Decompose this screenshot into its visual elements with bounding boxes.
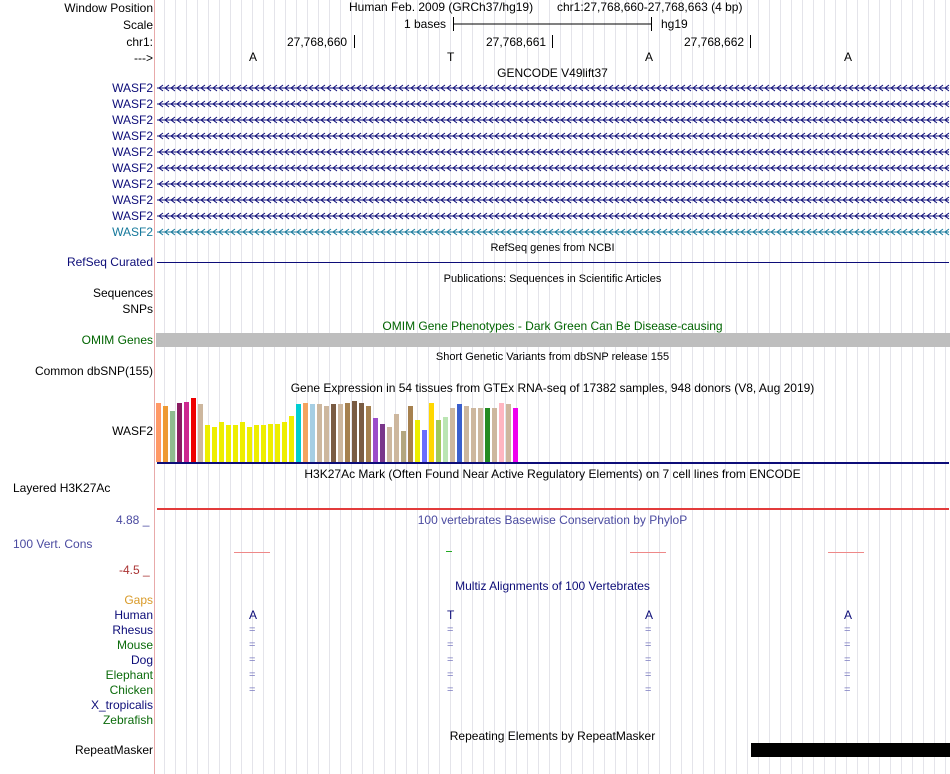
dbsnp-title: Short Genetic Variants from dbSNP release 155 bbox=[435, 351, 670, 363]
gtex-tissue-bar[interactable] bbox=[324, 406, 329, 462]
gencode-gene-label[interactable]: WASF2 bbox=[112, 161, 153, 175]
gtex-tissue-bar[interactable] bbox=[478, 408, 483, 462]
multiz-species-label[interactable]: Elephant bbox=[105, 668, 153, 682]
gtex-tissue-bar[interactable] bbox=[226, 425, 231, 462]
chrom-label: chr1: bbox=[126, 35, 153, 49]
gtex-tissue-bar[interactable] bbox=[359, 403, 364, 462]
gtex-tissue-bar[interactable] bbox=[366, 406, 371, 462]
gencode-gene-label[interactable]: WASF2 bbox=[112, 177, 153, 191]
multiz-species-label[interactable]: X_tropicalis bbox=[90, 698, 153, 712]
gtex-tissue-bar[interactable] bbox=[408, 406, 413, 462]
multiz-base: T bbox=[447, 608, 455, 622]
phylop-mark-4 bbox=[828, 552, 864, 553]
gencode-gene-label[interactable]: WASF2 bbox=[112, 129, 153, 143]
gtex-tissue-bar[interactable] bbox=[401, 431, 406, 462]
gtex-tissue-bar[interactable] bbox=[191, 398, 196, 462]
gtex-tissue-bar[interactable] bbox=[387, 427, 392, 462]
position-range[interactable]: chr1:27,768,660-27,768,663 (4 bp) bbox=[557, 0, 743, 14]
multiz-base: = bbox=[844, 624, 851, 636]
phylop-mark-1 bbox=[234, 552, 270, 553]
gtex-tissue-bar[interactable] bbox=[492, 408, 497, 462]
coord-tick-2 bbox=[552, 35, 553, 48]
scale-label: Scale bbox=[122, 18, 153, 32]
multiz-base: = bbox=[645, 639, 652, 651]
coord-tick-3 bbox=[750, 35, 751, 48]
phylop-mark-2 bbox=[446, 551, 452, 552]
gtex-tissue-bar[interactable] bbox=[303, 403, 308, 462]
gencode-transcript[interactable] bbox=[157, 114, 949, 126]
coord-3: 27,768,662 bbox=[684, 35, 745, 49]
gencode-transcript[interactable] bbox=[157, 98, 949, 110]
gtex-tissue-bar[interactable] bbox=[394, 414, 399, 462]
repeatmasker-title: Repeating Elements by RepeatMasker bbox=[449, 729, 656, 743]
base-2: T bbox=[447, 50, 455, 64]
omim-label[interactable]: OMIM Genes bbox=[81, 333, 153, 347]
gtex-tissue-bar[interactable] bbox=[310, 404, 315, 462]
coord-2: 27,768,661 bbox=[486, 35, 547, 49]
base-4: A bbox=[844, 50, 853, 64]
gtex-tissue-bar[interactable] bbox=[205, 425, 210, 462]
multiz-gaps-label[interactable]: Gaps bbox=[124, 593, 153, 607]
publications-title: Publications: Sequences in Scientific Articles bbox=[443, 273, 662, 285]
gencode-transcript[interactable] bbox=[157, 162, 949, 174]
omim-title: OMIM Gene Phenotypes - Dark Green Can Be Disease-causing bbox=[382, 319, 723, 333]
gencode-gene-label[interactable]: WASF2 bbox=[112, 81, 153, 95]
scale-value: 1 bases bbox=[404, 17, 447, 31]
base-3: A bbox=[645, 50, 654, 64]
multiz-species-label[interactable]: Dog bbox=[130, 653, 153, 667]
gtex-tissue-bar[interactable] bbox=[513, 408, 518, 462]
repeatmasker-block[interactable] bbox=[751, 743, 950, 757]
publications-snps-label[interactable]: SNPs bbox=[122, 302, 153, 316]
multiz-base: = bbox=[447, 654, 454, 666]
gtex-tissue-bar[interactable] bbox=[261, 425, 266, 462]
gencode-gene-label[interactable]: WASF2 bbox=[112, 193, 153, 207]
gencode-transcript[interactable] bbox=[157, 82, 949, 94]
gencode-gene-label[interactable]: WASF2 bbox=[112, 209, 153, 223]
gtex-tissue-bar[interactable] bbox=[422, 430, 427, 462]
phylop-label[interactable]: 100 Vert. Cons bbox=[13, 537, 93, 551]
h3k27ac-signal[interactable] bbox=[157, 508, 949, 510]
gtex-tissue-bar[interactable] bbox=[506, 404, 511, 462]
gtex-tissue-bar[interactable] bbox=[184, 402, 189, 462]
coord-tick-1 bbox=[354, 35, 355, 48]
multiz-base: = bbox=[645, 624, 652, 636]
gencode-transcript[interactable] bbox=[157, 194, 949, 206]
gtex-tissue-bar[interactable] bbox=[156, 403, 161, 462]
gtex-tissue-bar[interactable] bbox=[212, 427, 217, 462]
assembly-title: Human Feb. 2009 (GRCh37/hg19) bbox=[349, 0, 534, 14]
phylop-max: 4.88 _ bbox=[116, 513, 150, 527]
gencode-transcript[interactable] bbox=[157, 130, 949, 142]
gencode-gene-label[interactable]: WASF2 bbox=[112, 97, 153, 111]
multiz-species-label[interactable]: Rhesus bbox=[112, 623, 153, 637]
gtex-tissue-bar[interactable] bbox=[240, 422, 245, 462]
gtex-label[interactable]: WASF2 bbox=[112, 424, 153, 438]
coord-1: 27,768,660 bbox=[287, 35, 348, 49]
scale-bar bbox=[453, 17, 653, 31]
gtex-tissue-bar[interactable] bbox=[247, 427, 252, 462]
multiz-title: Multiz Alignments of 100 Vertebrates bbox=[455, 579, 650, 593]
multiz-base: A bbox=[844, 608, 853, 622]
gtex-tissue-bar[interactable] bbox=[373, 418, 378, 462]
gtex-tissue-bar[interactable] bbox=[219, 422, 224, 462]
window-position-label: Window Position bbox=[64, 1, 153, 15]
gtex-title: Gene Expression in 54 tissues from GTEx RNA-seq of 17382 samples, 948 donors (V8, Aug 2019) bbox=[290, 381, 815, 395]
multiz-species-label[interactable]: Chicken bbox=[109, 683, 153, 697]
gtex-tissue-bar[interactable] bbox=[436, 420, 441, 462]
multiz-base: = bbox=[447, 639, 454, 651]
gtex-tissue-bar[interactable] bbox=[233, 425, 238, 462]
multiz-base: = bbox=[645, 684, 652, 696]
multiz-base: = bbox=[447, 684, 454, 696]
gtex-tissue-bar[interactable] bbox=[331, 404, 336, 462]
refseq-line[interactable] bbox=[157, 262, 949, 263]
multiz-base: = bbox=[844, 639, 851, 651]
multiz-base: = bbox=[844, 669, 851, 681]
gtex-tissue-bar[interactable] bbox=[345, 403, 350, 462]
gtex-tissue-bar[interactable] bbox=[170, 411, 175, 462]
multiz-base: = bbox=[447, 624, 454, 636]
gencode-transcript[interactable] bbox=[157, 178, 949, 190]
h3k27ac-label[interactable]: Layered H3K27Ac bbox=[13, 481, 111, 495]
gtex-chart[interactable] bbox=[156, 396, 556, 462]
gtex-tissue-bar[interactable] bbox=[429, 403, 434, 462]
multiz-base: = bbox=[249, 669, 256, 681]
gtex-tissue-bar[interactable] bbox=[443, 417, 448, 462]
multiz-base: = bbox=[249, 624, 256, 636]
phylop-min: -4.5 _ bbox=[119, 563, 150, 577]
gtex-tissue-bar[interactable] bbox=[450, 408, 455, 462]
scale-db: hg19 bbox=[661, 17, 688, 31]
gtex-tissue-bar[interactable] bbox=[457, 404, 462, 462]
gtex-tissue-bar[interactable] bbox=[254, 425, 259, 462]
gtex-tissue-bar[interactable] bbox=[338, 404, 343, 462]
gtex-tissue-bar[interactable] bbox=[352, 401, 357, 462]
gtex-tissue-bar[interactable] bbox=[471, 408, 476, 462]
gencode-title: GENCODE V49lift37 bbox=[497, 66, 608, 80]
refseq-label[interactable]: RefSeq Curated bbox=[66, 255, 153, 269]
gtex-tissue-bar[interactable] bbox=[289, 416, 294, 462]
publications-sequences-label[interactable]: Sequences bbox=[92, 286, 153, 300]
phylop-mark-3 bbox=[630, 552, 666, 553]
multiz-species-label[interactable]: Human bbox=[114, 608, 153, 622]
refseq-title: RefSeq genes from NCBI bbox=[490, 242, 615, 254]
gencode-transcript[interactable] bbox=[157, 146, 949, 158]
multiz-species-label[interactable]: Zebrafish bbox=[102, 713, 153, 727]
multiz-base: = bbox=[645, 654, 652, 666]
dbsnp-label[interactable]: Common dbSNP(155) bbox=[34, 364, 153, 378]
gtex-tissue-bar[interactable] bbox=[268, 424, 273, 462]
multiz-base: = bbox=[249, 654, 256, 666]
gencode-gene-label[interactable]: WASF2 bbox=[112, 113, 153, 127]
gtex-tissue-bar[interactable] bbox=[163, 406, 168, 462]
gtex-tissue-bar[interactable] bbox=[380, 424, 385, 462]
gtex-tissue-bar[interactable] bbox=[275, 424, 280, 462]
gtex-tissue-bar[interactable] bbox=[415, 420, 420, 462]
repeatmasker-label[interactable]: RepeatMasker bbox=[74, 743, 153, 757]
multiz-base: = bbox=[844, 684, 851, 696]
multiz-base: A bbox=[645, 608, 654, 622]
phylop-title: 100 vertebrates Basewise Conservation by PhyloP bbox=[417, 513, 688, 527]
gencode-transcript[interactable] bbox=[157, 210, 949, 222]
gencode-transcript[interactable] bbox=[157, 226, 949, 238]
h3k27ac-title: H3K27Ac Mark (Often Found Near Active Regulatory Elements) on 7 cell lines from ENCODE bbox=[304, 467, 801, 481]
gtex-tissue-bar[interactable] bbox=[485, 408, 490, 462]
gtex-tissue-bar[interactable] bbox=[177, 403, 182, 462]
gtex-tissue-bar[interactable] bbox=[499, 403, 504, 462]
gencode-gene-label[interactable]: WASF2 bbox=[112, 225, 153, 239]
base-1: A bbox=[249, 50, 258, 64]
omim-bar[interactable] bbox=[156, 333, 950, 347]
gtex-baseline bbox=[157, 462, 949, 464]
multiz-base: = bbox=[645, 669, 652, 681]
gencode-gene-label[interactable]: WASF2 bbox=[112, 145, 153, 159]
strand-label: ---> bbox=[134, 51, 153, 65]
multiz-base: = bbox=[249, 639, 256, 651]
multiz-base: = bbox=[844, 654, 851, 666]
gtex-tissue-bar[interactable] bbox=[198, 404, 203, 462]
gtex-tissue-bar[interactable] bbox=[317, 404, 322, 462]
gtex-tissue-bar[interactable] bbox=[282, 422, 287, 462]
multiz-species-label[interactable]: Mouse bbox=[116, 638, 153, 652]
gtex-tissue-bar[interactable] bbox=[464, 406, 469, 462]
multiz-base: = bbox=[249, 684, 256, 696]
multiz-base: = bbox=[447, 669, 454, 681]
multiz-base: A bbox=[249, 608, 258, 622]
gtex-tissue-bar[interactable] bbox=[296, 404, 301, 462]
